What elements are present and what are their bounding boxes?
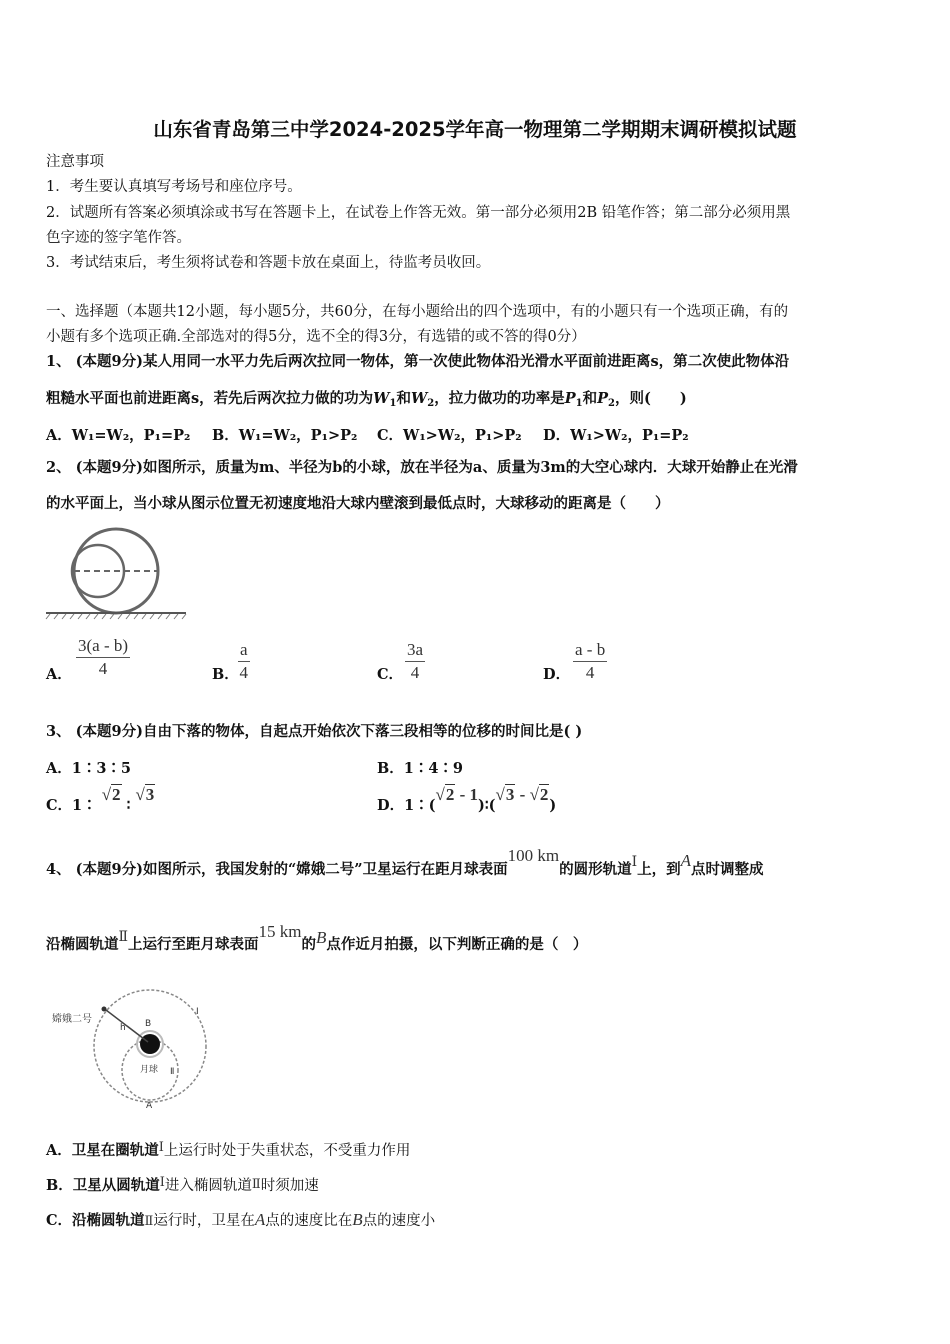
q1-stem-cont [46,389,687,411]
q1-var: P [564,390,576,407]
orbit-label-2: Ⅱ [118,930,129,945]
q1-sub: 1 [389,398,397,409]
q1-sub: 2 [607,398,615,409]
q4-option-b[interactable]: B．卫星从圆轨道Ⅰ进入椭圆轨道Ⅱ时须加速 [46,1174,319,1194]
q1-var: W [410,390,428,407]
q1-sub: 1 [575,398,583,409]
q4-figure [48,986,212,1110]
label-h: h [120,1023,126,1033]
q1-text: 粗糙水平面也前进距离s，若先后两次拉力做的功为 [46,390,374,407]
section-heading-cont: 小题有多个选项正确.全部选对的得5分，选不全的得3分，有选错的或不答的得0分） [46,329,586,345]
q1-text: ，则( ) [614,390,687,407]
q1-var: W [373,390,390,407]
q4-option-a[interactable]: A．卫星在圈轨道Ⅰ上运行时处于失重状态，不受重力作用 [46,1139,411,1159]
q1-and: 和 [396,390,411,407]
point-a: A [680,851,692,870]
notice-heading: 注意事项 [46,154,104,170]
sqrt-3: √3 [135,785,155,804]
q1-var: P [597,390,608,407]
q2-option-c-fraction[interactable]: 3a 4 [407,640,424,682]
sqrt-2-minus-1: √2 - 1 [435,785,479,804]
q2-option-a-fraction[interactable]: 3(a - b) 4 [78,636,129,678]
label-moon: 月球 [140,1065,159,1075]
q3-option-b[interactable]: B．1∶4∶9 [377,760,464,777]
orbit-label-1: Ⅰ [631,855,638,870]
q3-option-a[interactable]: A．1∶3∶5 [46,760,132,777]
page-title: 山东省青岛第三中学2024-2025学年高一物理第二学期期末调研模拟试题 [153,118,797,141]
q1-stem: 1、 (本题9分)某人用同一水平力先后两次拉同一物体，第一次使此物体沿光滑水平面前进距离s，第二次使此物体沿 [46,353,790,370]
q2-stem: 2、 (本题9分)如图所示，质量为m、半径为b的小球，放在半径为a、质量为3m的大空心球内．大球开始静止在光滑 [46,459,798,476]
q3-option-d[interactable]: D．1∶(√2 - 1)∶(√3 - √2) [377,785,557,814]
sqrt-2: √2 [101,785,121,804]
label-b: B [145,1019,152,1029]
q1-option-c[interactable]: C．W₁>W₂，P₁>P₂ [377,427,522,444]
point-b: B [316,928,327,947]
q4-option-c[interactable]: C．沿椭圆轨道Ⅱ运行时，卫星在A点的速度比在B点的速度小 [46,1210,436,1229]
q2-option-a-label[interactable]: A． [46,666,72,683]
q2-figure [44,522,188,620]
q1-and: 和 [582,390,598,407]
q4-height-1: 100 km [507,846,560,865]
label-orbit-ii: Ⅱ [170,1067,175,1077]
q4-height-2: 15 km [258,922,302,941]
notice-item: 色字迹的签字笔作答。 [46,230,191,246]
q4-stem: 4、 (本题9分)如图所示，我国发射的“嫦娥二号”卫星运行在距月球表面100 km的圆形轨道Ⅰ上，到A点时调整成 [46,846,764,878]
label-a: A [146,1101,153,1110]
q1-option-a[interactable]: A．W₁=W₂，P₁=P₂ [46,427,191,444]
satellite-icon [102,1007,107,1012]
section-heading: 一、选择题（本题共12小题，每小题5分，共60分，在每小题给出的四个选项中，有的小题只有一个选项正确，有的 [46,304,789,320]
moon [140,1034,160,1054]
notice-item: 1．考生要认真填写考场号和座位序号。 [46,179,302,195]
q2-option-d-label[interactable]: D． [543,666,571,683]
q1-text: ，拉力做功的功率是 [434,390,565,407]
notice-item: 2．试题所有答案必须填涂或书写在答题卡上，在试卷上作答无效。第一部分必须用2B 铅笔作答；第二部分必须用黑 [46,205,791,221]
q3-stem: 3、 (本题9分)自由下落的物体，自起点开始依次下落三段相等的位移的时间比是( ) [46,723,583,740]
q2-option-d-fraction[interactable]: a - b 4 [575,640,606,682]
sqrt-3-minus-sqrt-2: √3 - √2 [495,785,549,804]
q2-stem-cont: 的水平面上，当小球从图示位置无初速度地沿大球内壁滚到最低点时，大球移动的距离是（ ） [46,495,670,512]
q1-option-d[interactable]: D．W₁>W₂，P₁=P₂ [543,427,689,444]
notice-item: 3．考试结束后，考生须将试卷和答题卡放在桌面上，待监考员收回。 [46,255,491,271]
q4-stem-cont: 沿椭圆轨道Ⅱ上运行至距月球表面15 km的B点作近月拍摄，以下判断正确的是（ ） [46,922,588,953]
q3-option-c[interactable]: C．1∶ √2 ∶ √3 [46,785,155,814]
label-satellite: 嫦娥二号 [52,1014,92,1025]
q1-sub: 2 [427,398,435,409]
q1-option-b[interactable]: B．W₁=W₂，P₁>P₂ [212,427,358,444]
label-orbit-i: Ⅰ [196,1007,199,1017]
q2-option-b-label[interactable]: B． [212,666,239,683]
q2-option-c-label[interactable]: C． [377,666,404,683]
q2-option-b-fraction[interactable]: a 4 [239,640,249,682]
height-line [106,1010,148,1042]
